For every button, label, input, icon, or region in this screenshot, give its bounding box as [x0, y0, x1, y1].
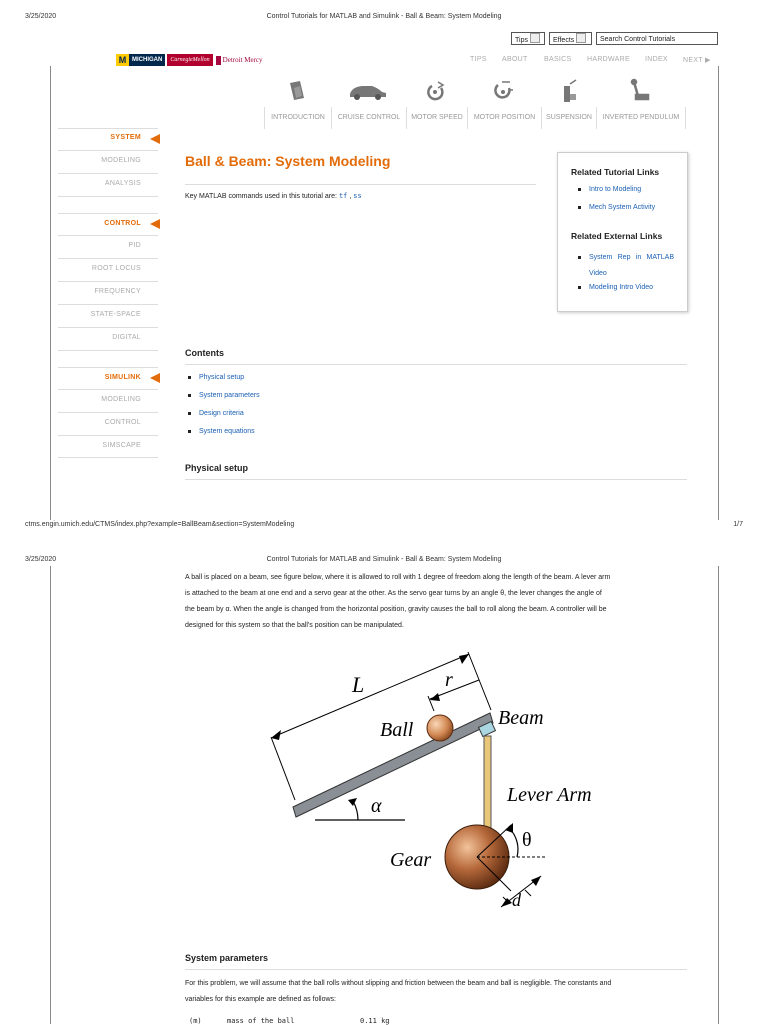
external-link-sysrep[interactable]	[578, 250, 674, 282]
suspension-icon[interactable]	[564, 80, 576, 102]
motor-speed-icon[interactable]	[428, 82, 443, 99]
label-alpha: α	[371, 795, 382, 817]
key-commands	[185, 188, 362, 205]
michigan-logo: MICHIGAN	[129, 54, 165, 66]
effects-label: Effects	[553, 37, 575, 44]
tab-suspension[interactable]: SUSPENSION	[541, 107, 596, 129]
external-link-modeling-label: Modeling Intro Video	[589, 284, 654, 291]
label-lever-arm: Lever Arm	[507, 784, 592, 806]
footer-page-count: 1/7	[733, 521, 743, 528]
length-arrowhead-right	[459, 654, 469, 664]
system-params-paragraph	[185, 976, 690, 1008]
nav-next[interactable]: NEXT ▶	[683, 57, 711, 64]
physical-setup-paragraph	[185, 570, 690, 634]
print-title-2: Control Tutorials for MATLAB and Simulink - Ball & Beam: System Modeling	[266, 556, 502, 563]
related-link-intro[interactable]	[578, 186, 641, 193]
cruise-control-icon[interactable]	[350, 86, 386, 100]
sidebar-item-root-locus[interactable]: ROOT LOCUS	[91, 265, 141, 272]
sidebar-divider	[58, 258, 158, 259]
length-arrowhead-left	[271, 730, 281, 740]
contents-link-label: Design criteria	[199, 410, 244, 417]
bullet	[188, 430, 191, 433]
sidebar-divider	[58, 150, 158, 151]
effects-toggle[interactable]	[549, 32, 592, 45]
sidebar-item-pid[interactable]: PID	[128, 242, 141, 249]
sidebar-item-simulink[interactable]: SIMULINK	[104, 374, 141, 381]
bullet	[188, 412, 191, 415]
introduction-icon[interactable]	[290, 81, 304, 100]
bullet	[578, 286, 581, 289]
system-params-heading: System parameters	[185, 953, 269, 963]
alpha-arrowhead	[348, 798, 357, 806]
inverted-pendulum-icon[interactable]	[632, 80, 648, 99]
system-arrow-icon	[150, 134, 160, 144]
paragraph-line: the beam by α. When the angle is changed from the horizontal position, gravity causes the ball to roll along the beam. A controller will be	[185, 606, 607, 613]
detroit-text: Detroit Mercy	[222, 56, 263, 64]
sidebar-divider	[58, 128, 158, 129]
related-link-mech-label: Mech System Activity	[589, 204, 656, 211]
university-logos	[116, 54, 263, 66]
external-link-sysrep-label: System Rep in MATLAB Video	[589, 254, 674, 277]
tips-checkbox[interactable]	[530, 33, 540, 43]
contents-link-system-equations[interactable]	[188, 428, 255, 435]
control-arrow-icon	[150, 219, 160, 229]
related-link-mech[interactable]	[578, 204, 655, 211]
print-date: 3/25/2020	[25, 13, 57, 20]
sidebar-divider	[58, 281, 158, 282]
paragraph-line: For this problem, we will assume that the ball rolls without slipping and friction between the beam and ball is negligible. The constants and	[185, 980, 612, 987]
tab-motor-position[interactable]: MOTOR POSITION	[467, 107, 541, 129]
label-r: r	[445, 669, 453, 691]
michigan-m-logo: M	[116, 54, 129, 66]
nav-index[interactable]: INDEX	[645, 56, 668, 63]
sidebar-divider	[58, 173, 158, 174]
bullet	[578, 256, 581, 259]
paragraph-line: is attached to the beam at one end and a servo gear at the other. As the servo gear turns by an angle θ, the lever changes the angle of	[185, 590, 602, 597]
label-ball: Ball	[380, 719, 414, 741]
ball-beam-diagram	[255, 640, 615, 930]
print-date-2: 3/25/2020	[25, 556, 57, 563]
physical-setup-rule	[185, 479, 687, 480]
title-rule	[185, 184, 536, 185]
bullet	[188, 376, 191, 379]
ball	[427, 715, 453, 741]
top-nav	[470, 56, 723, 64]
tips-toggle[interactable]	[511, 32, 545, 45]
theta-arc	[509, 828, 518, 857]
offset-arrowhead-top	[531, 876, 541, 886]
footer-url: ctms.engin.umich.edu/CTMS/index.php?example=BallBeam&section=SystemModeling	[25, 521, 295, 528]
tab-introduction[interactable]: INTRODUCTION	[264, 107, 331, 129]
simulink-arrow-icon	[150, 373, 160, 383]
bullet	[578, 188, 581, 191]
tab-icons	[264, 76, 684, 108]
frame-left	[50, 66, 51, 520]
sidebar-system-label: SYSTEM	[110, 134, 141, 141]
sidebar-item-digital[interactable]: DIGITAL	[112, 334, 141, 341]
radius-arrowhead	[430, 693, 440, 701]
sidebar-item-state-space[interactable]: STATE-SPACE	[90, 311, 141, 318]
label-d: d	[512, 890, 521, 910]
label-gear: Gear	[390, 849, 432, 871]
label-beam: Beam	[498, 707, 544, 729]
contents-link-label: System parameters	[199, 392, 260, 399]
paragraph-line: A ball is placed on a beam, see figure below, where it is allowed to roll with 1 degree of freedom along the length of the beam. A lever arm	[185, 574, 611, 581]
paragraph-line: variables for this example are defined as follows:	[185, 996, 336, 1003]
contents-link-label: System equations	[199, 428, 255, 435]
cmd-tf-link[interactable]: tf	[338, 192, 348, 200]
sidebar-divider	[58, 304, 158, 305]
nav-basics[interactable]: BASICS	[544, 56, 572, 63]
nav-tips[interactable]: TIPS	[470, 56, 487, 63]
frame-right	[718, 66, 719, 520]
related-link-intro-label: Intro to Modeling	[589, 186, 642, 193]
param-value: 0.11 kg	[360, 1017, 390, 1025]
contents-heading: Contents	[185, 348, 224, 358]
frame-right-2	[718, 566, 719, 1024]
sidebar-item-frequency[interactable]: FREQUENCY	[94, 288, 141, 295]
related-links-box	[557, 152, 688, 312]
detroit-logo	[216, 56, 263, 65]
related-external-heading: Related External Links	[571, 231, 663, 241]
contents-link-physical-setup[interactable]	[188, 374, 244, 381]
theta-arrowhead	[505, 823, 513, 833]
param-description: mass of the ball	[227, 1017, 295, 1025]
param-symbol: (m)	[189, 1017, 202, 1025]
effects-checkbox[interactable]	[576, 33, 586, 43]
paragraph-line: designed for this system so that the ball's position can be manipulated.	[185, 622, 404, 629]
sidebar-item-simulink-modeling[interactable]: MODELING	[101, 396, 141, 403]
tab-motor-speed[interactable]: MOTOR SPEED	[406, 107, 467, 129]
detroit-shield-icon	[216, 56, 221, 65]
tips-label: Tips	[515, 37, 528, 44]
nav-hardware[interactable]: HARDWARE	[587, 56, 630, 63]
sidebar-divider	[58, 435, 158, 436]
cmd-separator: ,	[349, 193, 352, 200]
label-L: L	[352, 672, 365, 697]
cmu-logo: CarnegieMellon	[167, 54, 212, 66]
tab-cruise-control[interactable]: CRUISE CONTROL	[331, 107, 406, 129]
contents-rule	[185, 364, 687, 365]
contents-link-system-parameters[interactable]	[188, 392, 260, 399]
sidebar-divider	[58, 389, 158, 390]
sidebar-divider	[58, 327, 158, 328]
frame-left-2	[50, 566, 51, 1024]
sidebar-divider	[58, 457, 158, 458]
external-link-modeling[interactable]	[578, 284, 653, 291]
physical-setup-heading: Physical setup	[185, 463, 249, 473]
bullet	[188, 394, 191, 397]
sidebar-item-analysis[interactable]: ANALYSIS	[104, 180, 141, 187]
sidebar-item-simscape[interactable]: SIMSCAPE	[102, 442, 141, 449]
page-title: Ball & Beam: System Modeling	[185, 153, 391, 169]
sidebar-divider	[58, 213, 158, 214]
sidebar-divider	[58, 412, 158, 413]
sidebar-divider	[58, 367, 158, 368]
key-commands-text: Key MATLAB commands used in this tutorial are:	[185, 193, 337, 200]
tab-inverted-pendulum[interactable]: INVERTED PENDULUM	[596, 107, 686, 129]
nav-about[interactable]: ABOUT	[502, 56, 528, 63]
search-input[interactable]: Search Control Tutorials	[596, 32, 718, 45]
contents-link-design-criteria[interactable]	[188, 410, 244, 417]
print-title: Control Tutorials for MATLAB and Simulink - Ball & Beam: System Modeling	[266, 13, 502, 20]
label-theta: θ	[522, 829, 532, 851]
sidebar-item-modeling[interactable]: MODELING	[101, 157, 141, 164]
system-params-rule	[185, 969, 687, 970]
motor-position-icon[interactable]	[495, 82, 513, 97]
related-tutorial-heading: Related Tutorial Links	[571, 167, 660, 177]
sidebar-item-system[interactable]	[110, 134, 141, 141]
sidebar-divider	[58, 350, 158, 351]
cmd-ss-link[interactable]: ss	[353, 192, 362, 200]
sidebar-item-simulink-control[interactable]: CONTROL	[104, 419, 141, 426]
sidebar-divider	[58, 235, 158, 236]
sidebar-divider	[58, 196, 158, 197]
bullet	[578, 206, 581, 209]
contents-link-label: Physical setup	[199, 374, 245, 381]
sidebar-item-control[interactable]: CONTROL	[104, 220, 141, 227]
